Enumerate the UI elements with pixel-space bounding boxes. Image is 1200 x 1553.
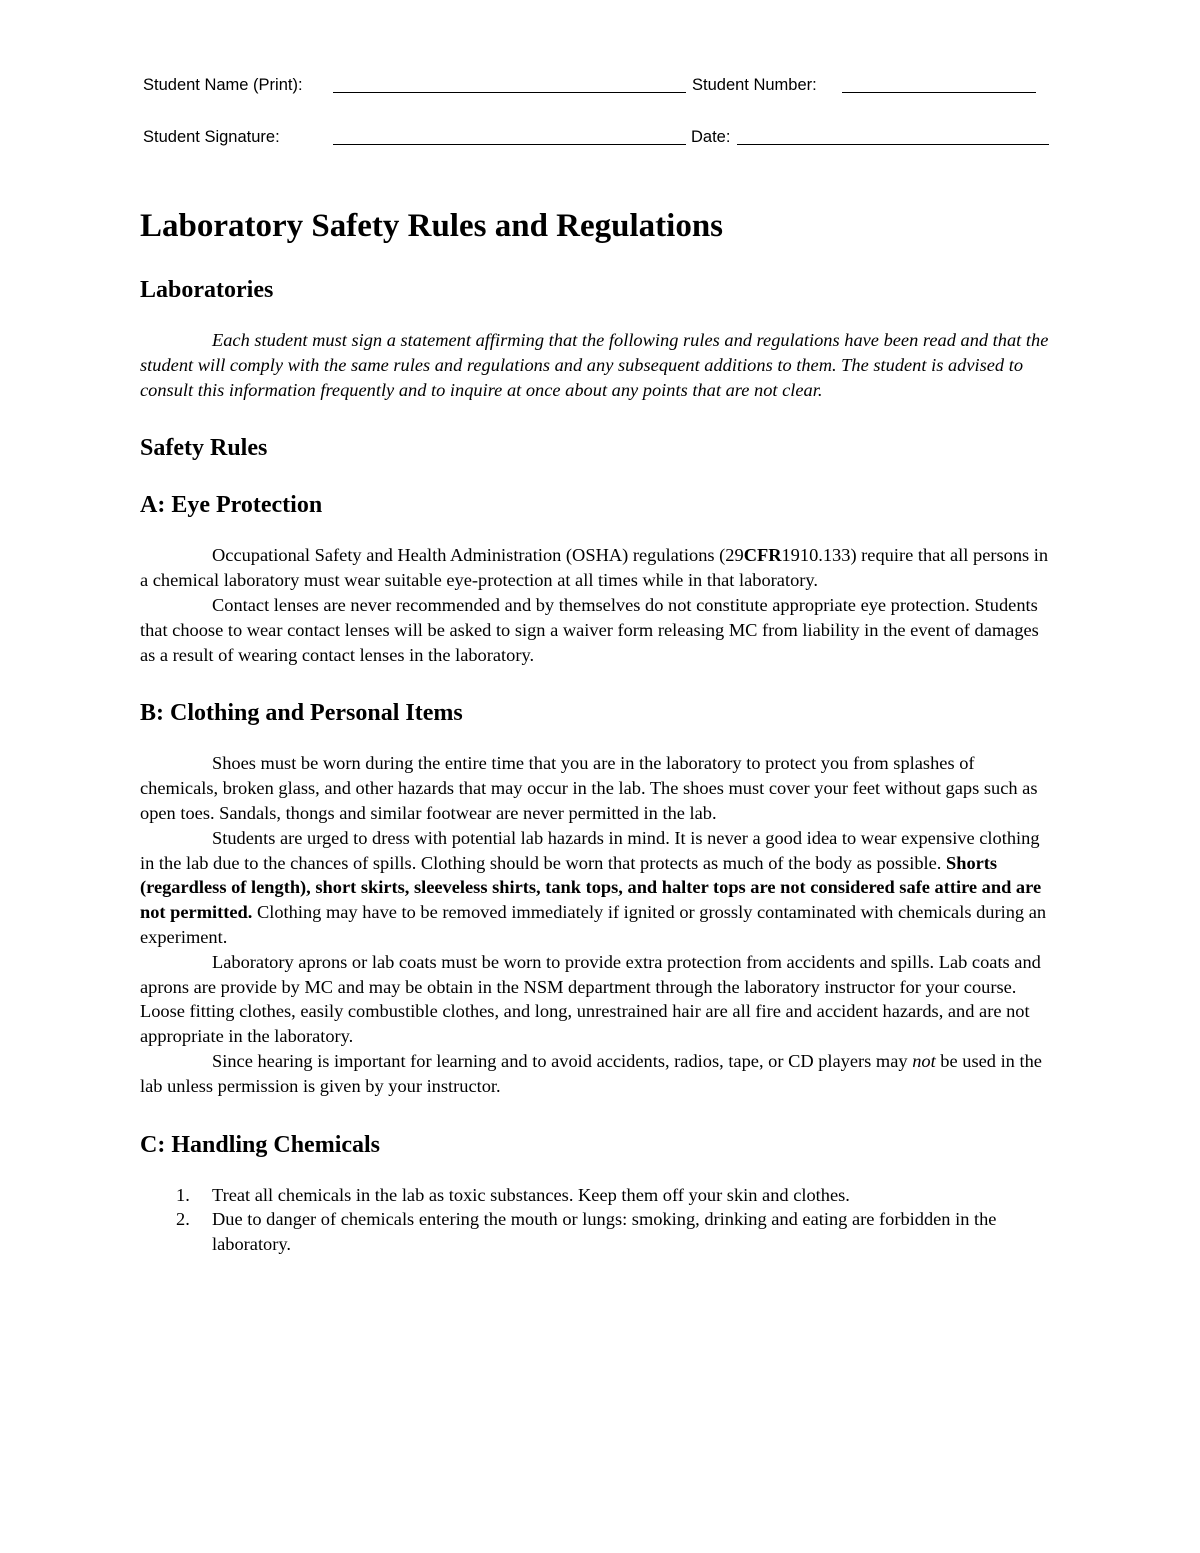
cfr-text: CFR (743, 545, 782, 566)
student-name-field[interactable] (333, 92, 686, 93)
eye-p1-text-c: 1910.133) require that all persons in a chemical laboratory must wear suitable eye-protection at all times while in that laboratory. (140, 545, 1049, 591)
intro-paragraph: Each student must sign a statement affirming that the following rules and regulations have been read and that the student will comply with the same rules and regulations and any subsequent additions to them. The student is advised to consult this information frequently and to inquire at once about any points that are not clear. (140, 330, 1049, 400)
document-body (140, 204, 1055, 1257)
document-title: Laboratory Safety Rules and Regulations (140, 208, 724, 244)
clothing-paragraph-3: Laboratory aprons or lab coats must be worn to provide extra protection from accidents and spills. Lab coats and aprons are provide by MC and may be obtain in the NSM department through the laboratory instructor for your course. Loose fitting clothes, easily combustible clothes, and long, unrestrained hair are all fire and accident hazards, and are not appropriate in the laboratory. (140, 951, 1041, 1047)
list-item-text: Due to danger of chemicals entering the mouth or lungs: smoking, drinking and eating are forbidden in the laboratory. (212, 1209, 997, 1255)
eye-protection-heading: A: Eye Protection (140, 492, 323, 519)
clothing-p4-text-c: be used in the lab unless permission is given by your instructor. (140, 1050, 1042, 1096)
clothing-p4-text-a: Since hearing is important for learning and to avoid accidents, radios, tape, or CD players may (212, 1050, 913, 1071)
signature-row (143, 127, 1063, 151)
clothing-heading: B: Clothing and Personal Items (140, 700, 463, 727)
student-name-label: Student Name (Print): (143, 76, 303, 94)
eye-p1-text-a: Occupational Safety and Health Administration (OSHA) regulations (29 (212, 545, 744, 566)
clothing-p2-text-a: Students are urged to dress with potential lab hazards in mind. It is never a good idea to wear expensive clothing in the lab due to the chances of spills. Clothing should be worn that protects as much of the body as possible. (140, 827, 1040, 873)
student-number-field[interactable] (842, 92, 1036, 93)
clothing-paragraph-1: Shoes must be worn during the entire time that you are in the laboratory to protect you from splashes of chemicals, broken glass, and other hazards that may occur in the lab. The shoes must cover your feet without gaps such as open toes. Sandals, thongs and similar footwear are never permitted in the lab. (140, 753, 1038, 823)
laboratories-heading: Laboratories (140, 277, 274, 303)
list-item-number: 2. (176, 1209, 190, 1230)
student-signature-field[interactable] (333, 144, 686, 145)
student-signature-label: Student Signature: (143, 128, 280, 146)
list-item-number: 1. (176, 1184, 190, 1205)
list-item (140, 1207, 1055, 1257)
safety-rules-heading: Safety Rules (140, 435, 268, 462)
clothing-p2-text-c: Clothing may have to be removed immediately if ignited or grossly contaminated with chemicals during an experiment. (140, 902, 1047, 947)
not-emphasis-text: not (912, 1050, 936, 1071)
student-number-label: Student Number: (692, 76, 817, 94)
eye-protection-paragraph-1 (140, 543, 1055, 593)
list-item (140, 1183, 1055, 1208)
attire-warning-text: Shorts (regardless of length), short skirts, sleeveless shirts, tank tops, and halter tops are not considered safe attire and are not permitted. (140, 852, 1042, 923)
date-label: Date: (691, 128, 731, 146)
handling-chemicals-heading: C: Handling Chemicals (140, 1131, 381, 1158)
chemical-rules-list (140, 1183, 1055, 1257)
list-item-text: Treat all chemicals in the lab as toxic substances. Keep them off your skin and clothes. (212, 1184, 850, 1205)
clothing-paragraph-4 (140, 1049, 1055, 1099)
student-info-row (143, 75, 1063, 99)
eye-protection-paragraph-2: Contact lenses are never recommended and by themselves do not constitute appropriate eye protection. Students that choose to wear contact lenses will be asked to sign a waiver form releasing MC from liability in the event of damages as a result of wearing contact lenses in the laboratory. (140, 594, 1039, 665)
clothing-paragraph-2 (140, 826, 1055, 950)
date-field[interactable] (737, 144, 1049, 145)
